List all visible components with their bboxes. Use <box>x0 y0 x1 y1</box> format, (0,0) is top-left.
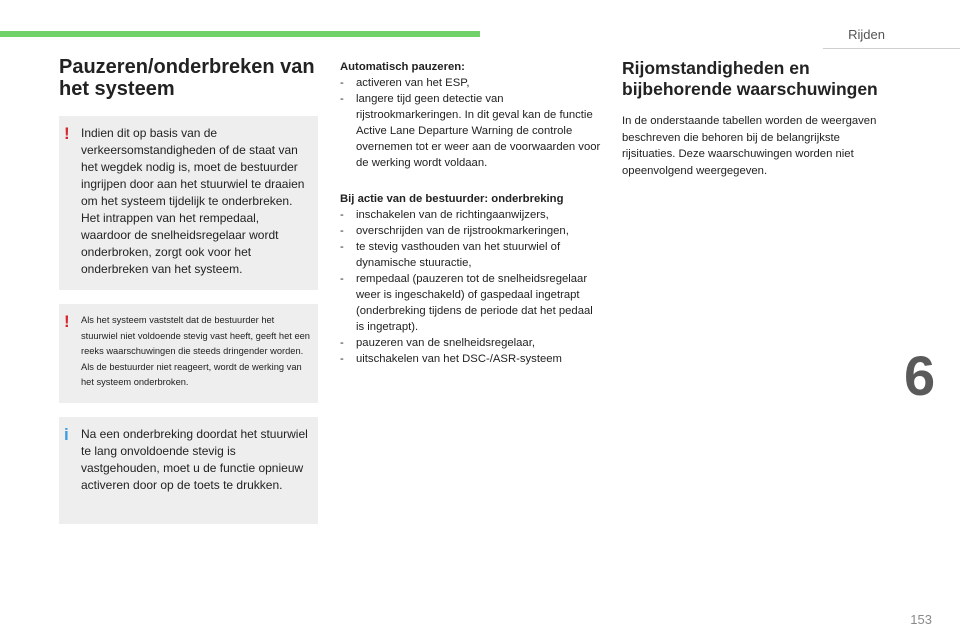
warning-icon: ! <box>64 312 70 331</box>
warning-box-1 <box>59 116 318 290</box>
auto-pause-list <box>340 75 602 171</box>
chapter-number: 6 <box>904 344 936 407</box>
list-item: - langere tijd geen detectie van rijstrookmarkeringen. In dit geval kan de functie Active Lane Departure Warning de controle overnemen tot er weer aan de voorwaarden voor de werking wordt voldaan. <box>340 91 602 171</box>
right-column <box>622 58 892 179</box>
page-number: 153 <box>910 612 932 627</box>
section-body: In de onderstaande tabellen worden de weergaven beschreven die behoren bij de belangrijkste rijsituaties. Deze waarschuwingen worden niet opeenvolgend weergegeven. <box>622 115 877 177</box>
info-icon: i <box>64 424 69 444</box>
warning-text-1: Indien dit op basis van de verkeersomstandigheden of de staat van het wegdek nodig is, moet de bestuurder ingrijpen door aan het stuurwiel te draaien om het systeem tijdelijk te onderbreken. Het intrappen van het rempedaal, waardoor de snelheidsregelaar wordt onderbroken, zorgt ook voor het onderbreken van het systeem. <box>81 126 305 276</box>
section-title: Rijden <box>848 27 885 42</box>
middle-column <box>340 59 602 367</box>
list-item: - inschakelen van de richtingaanwijzers, <box>340 207 602 223</box>
section-heading: Rijomstandigheden en bijbehorende waarschuwingen <box>622 58 878 99</box>
auto-pause-heading: Automatisch pauzeren: <box>340 61 465 73</box>
list-item: - overschrijden van de rijstrookmarkeringen, <box>340 223 602 239</box>
section-divider <box>823 48 960 49</box>
list-item: - activeren van het ESP, <box>340 75 602 91</box>
info-box <box>59 417 318 524</box>
warning-text-2: Als het systeem vaststelt dat de bestuurder het stuurwiel niet voldoende stevig vast heeft, geeft het een reeks waarschuwingen die steeds dringender worden. Als de bestuurder niet reageert, wordt de werking van het systeem onderbroken. <box>81 315 310 387</box>
list-item: - te stevig vasthouden van het stuurwiel of dynamische stuuractie, <box>340 239 602 271</box>
list-item: - pauzeren van de snelheidsregelaar, <box>340 335 602 351</box>
list-item: - rempedaal (pauzeren tot de snelheidsregelaar weer is ingeschakeld) of gaspedaal ingetrapt (onderbreking tijdens de periode dat het pedaal is ingetrapt). <box>340 271 602 335</box>
section-color-bar <box>0 31 480 37</box>
warning-box-2 <box>59 304 318 403</box>
page-title: Pauzeren/onderbreken van het systeem <box>59 56 315 100</box>
info-text: Na een onderbreking doordat het stuurwiel te lang onvoldoende stevig is vastgehouden, moet u de functie opnieuw activeren door op de toets te drukken. <box>81 426 308 492</box>
left-column <box>59 56 318 524</box>
driver-action-heading: Bij actie van de bestuurder: onderbreking <box>340 193 564 205</box>
warning-icon: ! <box>64 124 70 143</box>
driver-action-list <box>340 207 602 367</box>
list-item: - uitschakelen van het DSC-/ASR-systeem <box>340 351 602 367</box>
